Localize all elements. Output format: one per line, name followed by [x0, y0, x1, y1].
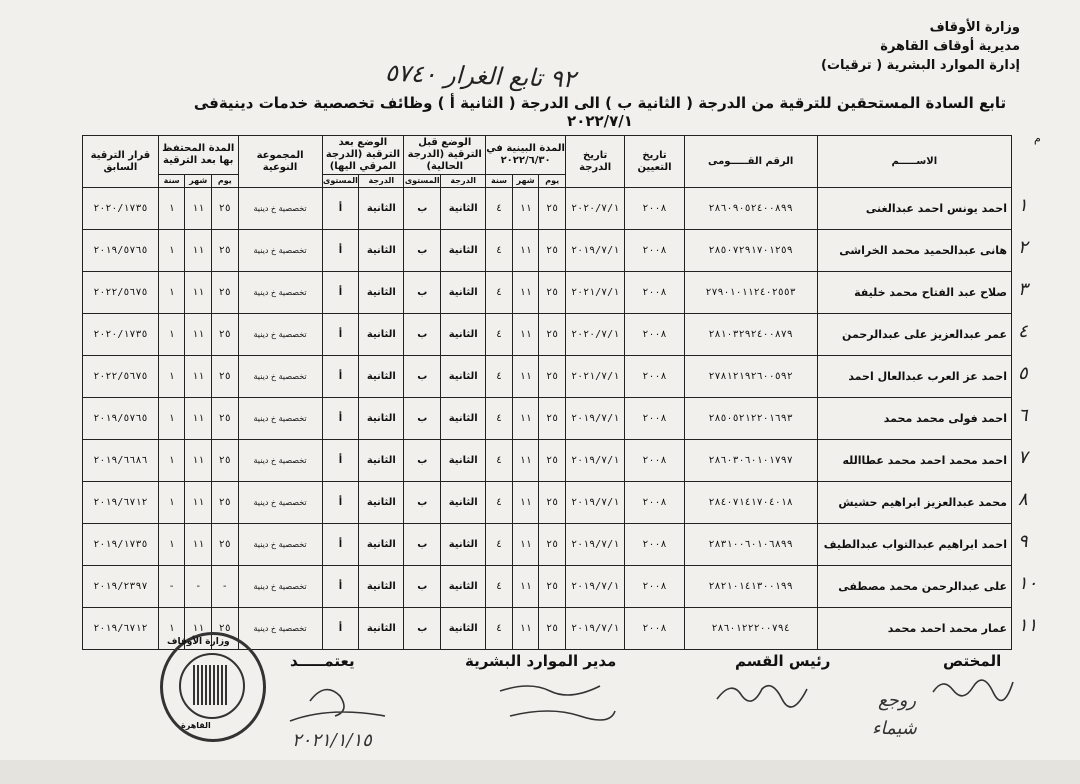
header-national-id: الرقم القـــــومى	[684, 136, 817, 188]
official-seal-stamp	[160, 632, 266, 742]
row-interim-day: ٢٥	[539, 230, 566, 272]
row-grade-date: ٢٠٢٠/٧/١	[565, 314, 624, 356]
row-retained-year: ١	[158, 398, 185, 440]
row-post-level: أ	[322, 356, 359, 398]
row-group: تخصصية خ دينية	[238, 482, 322, 524]
row-retained-day: ٢٥	[212, 272, 239, 314]
table-row	[83, 230, 1012, 272]
row-hire-date: ٢٠٠٨	[625, 272, 684, 314]
signature-hr-manager	[490, 676, 620, 730]
row-interim-month: ١١	[512, 314, 539, 356]
row-retained-month: -	[185, 566, 212, 608]
row-retained-day: ٢٥	[212, 524, 239, 566]
row-hire-date: ٢٠٠٨	[625, 440, 684, 482]
row-interim-year: ٤	[486, 314, 513, 356]
row-national-id: ٢٨٥٠٧٢٩١٧٠١٢٥٩	[684, 230, 817, 272]
row-number: ١٠	[1018, 573, 1038, 594]
row-retained-month: ١١	[185, 524, 212, 566]
row-pre-level: ب	[404, 398, 441, 440]
table-body	[83, 188, 1012, 650]
row-prev-decision: ٢٠٢٢/٥٦٧٥	[83, 272, 159, 314]
row-interim-day: ٢٥	[539, 272, 566, 314]
specialist-label: المختص	[943, 652, 1002, 670]
row-post-level: أ	[322, 524, 359, 566]
subheader-year: سنة	[158, 175, 185, 188]
row-interim-year: ٤	[486, 356, 513, 398]
row-prev-decision: ٢٠٢٢/٥٦٧٥	[83, 356, 159, 398]
row-retained-month: ١١	[185, 272, 212, 314]
row-group: تخصصية خ دينية	[238, 608, 322, 650]
row-retained-day: ٢٥	[212, 356, 239, 398]
table-row	[83, 482, 1012, 524]
table-row	[83, 356, 1012, 398]
directorate-name: مديرية أوقاف القاهرة	[880, 39, 1020, 54]
row-retained-year: ١	[158, 230, 185, 272]
row-national-id: ٢٨٦٠٣٠٦٠١٠١٧٩٧	[684, 440, 817, 482]
row-grade-date: ٢٠٢٠/٧/١	[565, 188, 624, 230]
row-national-id: ٢٨٦٠٩٠٥٢٤٠٠٨٩٩	[684, 188, 817, 230]
row-pre-grade: الثانية	[441, 230, 486, 272]
section-head-label: رئيس القسم	[735, 652, 831, 670]
row-interim-day: ٢٥	[539, 566, 566, 608]
row-hire-date: ٢٠٠٨	[625, 230, 684, 272]
row-name: عمار محمد احمد محمد	[817, 608, 1011, 650]
ministry-header	[821, 18, 1020, 75]
header-group: المجموعة النوعية	[238, 136, 322, 188]
row-interim-month: ١١	[512, 482, 539, 524]
row-grade-date: ٢٠١٩/٧/١	[565, 566, 624, 608]
subheader-month: شهر	[185, 175, 212, 188]
row-post-grade: الثانية	[359, 356, 404, 398]
row-retained-year: ١	[158, 314, 185, 356]
row-group: تخصصية خ دينية	[238, 230, 322, 272]
row-group: تخصصية خ دينية	[238, 188, 322, 230]
row-interim-year: ٤	[486, 608, 513, 650]
row-hire-date: ٢٠٠٨	[625, 356, 684, 398]
row-national-id: ٢٨٢١٠١٤١٣٠٠١٩٩	[684, 566, 817, 608]
row-pre-grade: الثانية	[441, 482, 486, 524]
row-prev-decision: ٢٠١٩/١٧٣٥	[83, 524, 159, 566]
handwritten-reviewer: شيماء	[872, 718, 917, 739]
header-grade-date: تاريخ الدرجة	[565, 136, 624, 188]
row-number: ٥	[1018, 363, 1028, 384]
row-number: ١	[1018, 195, 1028, 216]
row-name: هانى عبدالحميد محمد الخراشى	[817, 230, 1011, 272]
row-pre-level: ب	[404, 482, 441, 524]
row-post-grade: الثانية	[359, 398, 404, 440]
row-interim-year: ٤	[486, 566, 513, 608]
row-pre-level: ب	[404, 524, 441, 566]
row-interim-month: ١١	[512, 608, 539, 650]
row-post-grade: الثانية	[359, 524, 404, 566]
row-pre-grade: الثانية	[441, 314, 486, 356]
row-number: ٧	[1018, 447, 1028, 468]
subheader-day: يوم	[539, 175, 566, 188]
row-interim-month: ١١	[512, 272, 539, 314]
row-number: ٨	[1018, 489, 1028, 510]
hr-manager-label: مدير الموارد البشرية	[465, 652, 617, 670]
row-number: ٩	[1018, 531, 1028, 552]
row-national-id: ٢٧٩٠١٠١١٢٤٠٢٥٥٣	[684, 272, 817, 314]
row-interim-month: ١١	[512, 440, 539, 482]
row-number-column	[1012, 195, 1042, 657]
row-retained-day: -	[212, 566, 239, 608]
row-interim-day: ٢٥	[539, 398, 566, 440]
row-name: احمد ابراهيم عبدالتواب عبدالطيف	[817, 524, 1011, 566]
row-pre-level: ب	[404, 188, 441, 230]
row-grade-date: ٢٠٢١/٧/١	[565, 356, 624, 398]
row-retained-month: ١١	[185, 314, 212, 356]
row-interim-day: ٢٥	[539, 314, 566, 356]
row-pre-grade: الثانية	[441, 272, 486, 314]
row-interim-month: ١١	[512, 356, 539, 398]
document-title: تابع السادة المستحقين للترقية من الدرجة ( الثانية ب ) الى الدرجة ( الثانية أ ) وظائف تخصصية خدمات دينيةفى ٢٠٢٢/٧/١	[193, 94, 1007, 130]
row-pre-level: ب	[404, 608, 441, 650]
subheader-month: شهر	[512, 175, 539, 188]
row-grade-date: ٢٠١٩/٧/١	[565, 524, 624, 566]
row-grade-date: ٢٠١٩/٧/١	[565, 230, 624, 272]
row-post-level: أ	[322, 314, 359, 356]
row-national-id: ٢٨٦٠١٢٢٢٠٠٧٩٤	[684, 608, 817, 650]
table-row	[83, 566, 1012, 608]
row-post-level: أ	[322, 272, 359, 314]
handwritten-reviewed: روجع	[878, 690, 917, 711]
row-retained-year: ١	[158, 356, 185, 398]
row-pre-level: ب	[404, 314, 441, 356]
row-interim-day: ٢٥	[539, 482, 566, 524]
row-post-grade: الثانية	[359, 314, 404, 356]
table-row	[83, 314, 1012, 356]
row-retained-year: ١	[158, 482, 185, 524]
row-post-grade: الثانية	[359, 566, 404, 608]
row-retained-day: ٢٥	[212, 314, 239, 356]
row-retained-year: -	[158, 566, 185, 608]
row-grade-date: ٢٠١٩/٧/١	[565, 482, 624, 524]
row-grade-date: ٢٠٢١/٧/١	[565, 272, 624, 314]
header-retained-period: المدة المحتفظ بها بعد الترقية	[158, 136, 238, 175]
row-pre-grade: الثانية	[441, 188, 486, 230]
row-interim-year: ٤	[486, 524, 513, 566]
header-post-status: الوضع بعد الترقية (الدرجة المرقي اليها)	[322, 136, 404, 175]
index-column-mark: م	[1034, 132, 1041, 145]
row-grade-date: ٢٠١٩/٧/١	[565, 440, 624, 482]
row-post-level: أ	[322, 608, 359, 650]
row-interim-year: ٤	[486, 440, 513, 482]
approve-label: يعتمـــــد	[290, 652, 355, 670]
row-group: تخصصية خ دينية	[238, 272, 322, 314]
ministry-name: وزارة الأوقاف	[929, 20, 1020, 35]
row-prev-decision: ٢٠١٩/٦٧١٢	[83, 608, 159, 650]
row-hire-date: ٢٠٠٨	[625, 482, 684, 524]
row-retained-month: ١١	[185, 230, 212, 272]
signature-section-head	[712, 674, 812, 714]
row-national-id: ٢٨٣١٠٠٦٠١٠٦٨٩٩	[684, 524, 817, 566]
row-interim-year: ٤	[486, 398, 513, 440]
table-row	[83, 398, 1012, 440]
promotion-table	[82, 135, 1012, 650]
row-interim-year: ٤	[486, 188, 513, 230]
row-pre-grade: الثانية	[441, 608, 486, 650]
signature-specialist	[928, 672, 1018, 706]
row-hire-date: ٢٠٠٨	[625, 188, 684, 230]
header-interim-period: المدة البينية في ٢٠٢٢/٦/٣٠	[486, 136, 566, 175]
row-number: ٤	[1018, 321, 1028, 342]
row-retained-year: ١	[158, 272, 185, 314]
subheader-level: المستوى	[404, 175, 441, 188]
row-retained-day: ٢٥	[212, 188, 239, 230]
header-name: الاســـــم	[817, 136, 1011, 188]
row-pre-level: ب	[404, 566, 441, 608]
row-post-grade: الثانية	[359, 440, 404, 482]
row-name: صلاح عبد الفتاح محمد خليفة	[817, 272, 1011, 314]
handwritten-reference: ٩٢ تابع الغرار ٥٧٤٠	[384, 58, 577, 94]
row-post-grade: الثانية	[359, 272, 404, 314]
seal-ring-text-bottom: القاهرة	[181, 721, 211, 730]
row-grade-date: ٢٠١٩/٧/١	[565, 398, 624, 440]
row-name: احمد محمد احمد محمد عطاالله	[817, 440, 1011, 482]
row-post-grade: الثانية	[359, 608, 404, 650]
row-pre-grade: الثانية	[441, 440, 486, 482]
row-hire-date: ٢٠٠٨	[625, 608, 684, 650]
row-number: ٢	[1018, 237, 1028, 258]
row-national-id: ٢٨٤٠٧١٤١٧٠٤٠١٨	[684, 482, 817, 524]
header-pre-status: الوضع قبل الترقية (الدرجة الحالية)	[404, 136, 486, 175]
subheader-level: المستوى	[322, 175, 359, 188]
row-retained-year: ١	[158, 524, 185, 566]
row-interim-day: ٢٥	[539, 608, 566, 650]
row-group: تخصصية خ دينية	[238, 440, 322, 482]
row-interim-month: ١١	[512, 566, 539, 608]
row-retained-month: ١١	[185, 608, 212, 650]
table-header-row	[83, 136, 1012, 175]
row-interim-day: ٢٥	[539, 356, 566, 398]
row-post-grade: الثانية	[359, 230, 404, 272]
row-post-level: أ	[322, 440, 359, 482]
row-pre-level: ب	[404, 356, 441, 398]
table-row	[83, 524, 1012, 566]
row-number: ٣	[1018, 279, 1028, 300]
row-group: تخصصية خ دينية	[238, 314, 322, 356]
row-retained-month: ١١	[185, 440, 212, 482]
row-retained-month: ١١	[185, 398, 212, 440]
row-interim-year: ٤	[486, 230, 513, 272]
row-name: على عبدالرحمن محمد مصطفى	[817, 566, 1011, 608]
row-hire-date: ٢٠٠٨	[625, 398, 684, 440]
row-pre-level: ب	[404, 272, 441, 314]
row-retained-month: ١١	[185, 356, 212, 398]
row-pre-grade: الثانية	[441, 566, 486, 608]
scan-bottom-edge	[0, 760, 1080, 784]
subheader-grade: الدرجة	[441, 175, 486, 188]
row-number: ١١	[1018, 615, 1038, 636]
row-retained-month: ١١	[185, 482, 212, 524]
row-retained-day: ٢٥	[212, 398, 239, 440]
row-group: تخصصية خ دينية	[238, 524, 322, 566]
row-pre-grade: الثانية	[441, 398, 486, 440]
table-row	[83, 440, 1012, 482]
row-name: احمد فولى محمد محمد	[817, 398, 1011, 440]
row-retained-day: ٢٥	[212, 230, 239, 272]
row-interim-month: ١١	[512, 230, 539, 272]
row-interim-day: ٢٥	[539, 440, 566, 482]
row-post-grade: الثانية	[359, 482, 404, 524]
header-hire-date: تاريخ التعيين	[625, 136, 684, 188]
row-interim-day: ٢٥	[539, 188, 566, 230]
row-name: عمر عبدالعزيز على عبدالرحمن	[817, 314, 1011, 356]
row-retained-day: ٢٥	[212, 608, 239, 650]
row-group: تخصصية خ دينية	[238, 356, 322, 398]
row-pre-level: ب	[404, 440, 441, 482]
row-interim-day: ٢٥	[539, 524, 566, 566]
row-pre-level: ب	[404, 230, 441, 272]
row-national-id: ٢٧٨١٢١٩٢٦٠٠٥٩٢	[684, 356, 817, 398]
row-prev-decision: ٢٠١٩/٥٧٦٥	[83, 398, 159, 440]
row-prev-decision: ٢٠١٩/٢٣٩٧	[83, 566, 159, 608]
row-interim-month: ١١	[512, 188, 539, 230]
row-prev-decision: ٢٠١٩/٦٦٨٦	[83, 440, 159, 482]
table-row	[83, 272, 1012, 314]
row-retained-year: ١	[158, 608, 185, 650]
row-name: احمد عز العرب عبدالعال احمد	[817, 356, 1011, 398]
row-prev-decision: ٢٠١٩/٦٧١٢	[83, 482, 159, 524]
row-pre-grade: الثانية	[441, 524, 486, 566]
row-prev-decision: ٢٠٢٠/١٧٣٥	[83, 314, 159, 356]
row-name: احمد يونس احمد عبدالغنى	[817, 188, 1011, 230]
row-grade-date: ٢٠١٩/٧/١	[565, 608, 624, 650]
row-retained-day: ٢٥	[212, 482, 239, 524]
handwritten-date: ٢٠٢١/١/١٥	[292, 730, 372, 751]
subheader-grade: الدرجة	[359, 175, 404, 188]
row-interim-year: ٤	[486, 482, 513, 524]
row-name: محمد عبدالعزيز ابراهيم حشيش	[817, 482, 1011, 524]
row-post-level: أ	[322, 566, 359, 608]
row-interim-month: ١١	[512, 524, 539, 566]
row-post-level: أ	[322, 398, 359, 440]
subheader-day: يوم	[212, 175, 239, 188]
row-retained-month: ١١	[185, 188, 212, 230]
row-post-grade: الثانية	[359, 188, 404, 230]
row-retained-year: ١	[158, 188, 185, 230]
header-prev-decision: قرار الترقية السابق	[83, 136, 159, 188]
row-pre-grade: الثانية	[441, 356, 486, 398]
row-post-level: أ	[322, 482, 359, 524]
row-prev-decision: ٢٠١٩/٥٧٦٥	[83, 230, 159, 272]
seal-emblem-icon	[193, 665, 227, 705]
row-hire-date: ٢٠٠٨	[625, 314, 684, 356]
seal-ring-text: وزارة الأوقاف	[167, 637, 230, 647]
row-hire-date: ٢٠٠٨	[625, 524, 684, 566]
row-national-id: ٢٨١٠٣٢٩٢٤٠٠٨٧٩	[684, 314, 817, 356]
row-prev-decision: ٢٠٢٠/١٧٣٥	[83, 188, 159, 230]
row-national-id: ٢٨٥٠٥٢١٢٢٠١٦٩٣	[684, 398, 817, 440]
row-post-level: أ	[322, 188, 359, 230]
row-retained-day: ٢٥	[212, 440, 239, 482]
table-row	[83, 188, 1012, 230]
row-post-level: أ	[322, 230, 359, 272]
row-group: تخصصية خ دينية	[238, 566, 322, 608]
row-interim-year: ٤	[486, 272, 513, 314]
row-group: تخصصية خ دينية	[238, 398, 322, 440]
department-name: إدارة الموارد البشرية ( ترقيات)	[821, 58, 1020, 73]
row-interim-month: ١١	[512, 398, 539, 440]
subheader-year: سنة	[486, 175, 513, 188]
row-number: ٦	[1018, 405, 1028, 426]
row-hire-date: ٢٠٠٨	[625, 566, 684, 608]
row-retained-year: ١	[158, 440, 185, 482]
